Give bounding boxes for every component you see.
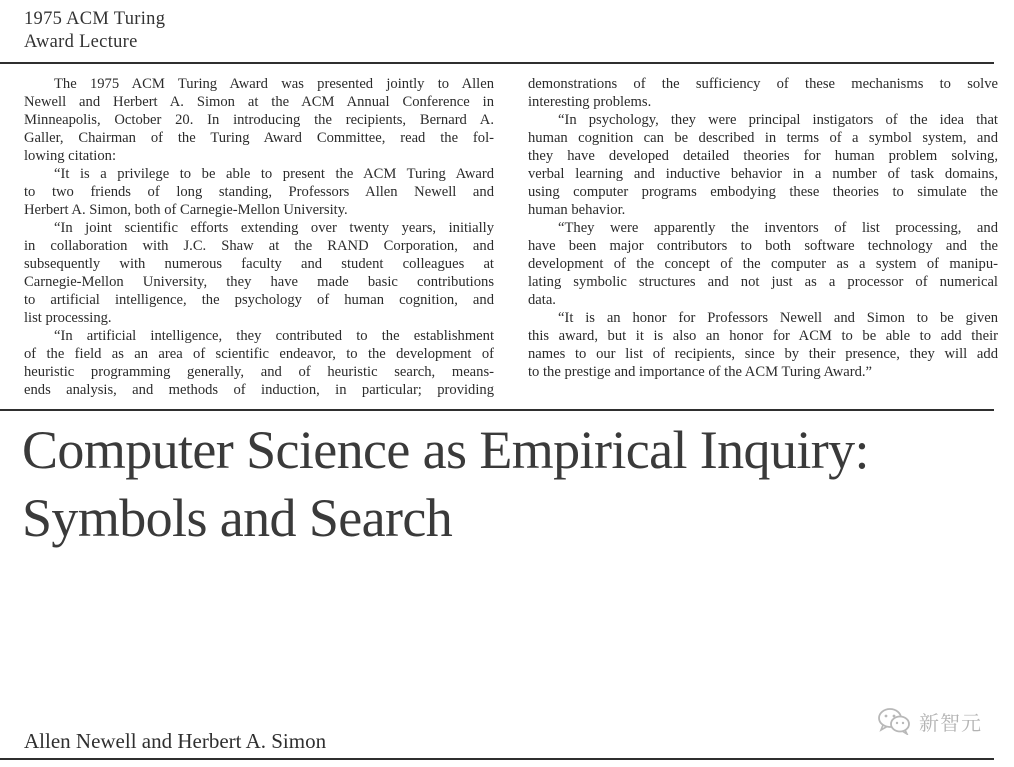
paragraph-line: Herbert A. Simon, both of Carnegie-Mellon University. (24, 202, 348, 218)
paragraph-line: names to our list of recipients, since by their presence, they will add (528, 346, 998, 362)
paragraph-line: Minneapolis, October 20. In introducing the recipients, Bernard A. (24, 112, 494, 128)
header-line-2: Award Lecture (24, 32, 138, 52)
paragraph-line: lating symbolic structures and not just as a processor of numerical (528, 274, 998, 290)
paragraph-line: verbal learning and inductive behavior in a number of task domains, (528, 166, 998, 182)
paragraph-line: human behavior. (528, 202, 626, 218)
article-title-line-1: Computer Science as Empirical Inquiry: (22, 420, 869, 480)
article-title-line-2: Symbols and Search (22, 488, 453, 548)
paragraph-line: ends analysis, and methods of induction, in particular; providing (24, 382, 494, 398)
paragraph-line: lowing citation: (24, 148, 117, 164)
source-watermark (877, 704, 982, 738)
article-title (22, 416, 992, 552)
paragraph-line: to artificial intelligence, the psychology of human cognition, and (24, 292, 494, 308)
paragraph-line: data. (528, 292, 556, 308)
paragraph-line: “In psychology, they were principal instigators of the idea that (558, 112, 998, 128)
paragraph-line: “In artificial intelligence, they contributed to the establishment (54, 328, 494, 344)
paragraph-line: they have developed detailed theories for human problem solving, (528, 148, 998, 164)
paragraph-line: The 1975 ACM Turing Award was presented jointly to Allen (54, 76, 494, 92)
article-authors: Allen Newell and Herbert A. Simon (24, 729, 327, 753)
paragraph-line: list processing. (24, 310, 112, 326)
paragraph-line: “It is an honor for Professors Newell and Simon to be given (558, 310, 998, 326)
paragraph-line: Galler, Chairman of the Turing Award Committee, read the fol- (24, 130, 494, 146)
top-divider (0, 62, 994, 64)
paragraph-line: to two friends of long standing, Professors Allen Newell and (24, 184, 494, 200)
paragraph-line: this award, but it is also an honor for ACM to be able to add their (528, 328, 998, 344)
paragraph-line: “In joint scientific efforts extending over twenty years, initially (54, 220, 494, 236)
bottom-divider (0, 758, 994, 760)
paragraph-line: interesting problems. (528, 94, 652, 110)
header-line-1: 1975 ACM Turing (24, 9, 166, 29)
paragraph-line: development of the concept of the computer as a system of manipu- (528, 256, 998, 272)
paragraph-line: using computer programs embodying these theories to simulate the (528, 184, 998, 200)
paragraph-line: Newell and Herbert A. Simon at the ACM Annual Conference in (24, 94, 494, 110)
paragraph-line: to the prestige and importance of the ACM Turing Award.” (528, 364, 872, 380)
paragraph-line: “They were apparently the inventors of list processing, and (558, 220, 998, 236)
middle-divider (0, 409, 994, 411)
paragraph-line: of the field as an area of scientific endeavor, to the development of (24, 346, 494, 362)
wechat-icon (877, 707, 911, 735)
paragraph-line: demonstrations of the sufficiency of these mechanisms to solve (528, 76, 998, 92)
paragraph-line: in collaboration with J.C. Shaw at the RAND Corporation, and (24, 238, 494, 254)
watermark-text: 新智元 (919, 710, 982, 735)
paragraph-line: “It is a privilege to be able to present the ACM Turing Award (54, 166, 494, 182)
paragraph-line: have been major contributors to both software technology and the (528, 238, 998, 254)
intro-column-left (24, 75, 494, 399)
lecture-header (24, 8, 165, 54)
paragraph-line: subsequently with numerous faculty and student colleagues at (24, 256, 494, 272)
paragraph-line: heuristic programming generally, and of heuristic search, means- (24, 364, 494, 380)
intro-column-right (528, 75, 998, 381)
paragraph-line: human cognition can be described in terms of a symbol system, and (528, 130, 998, 146)
paragraph-line: Carnegie-Mellon University, they have made basic contributions (24, 274, 494, 290)
